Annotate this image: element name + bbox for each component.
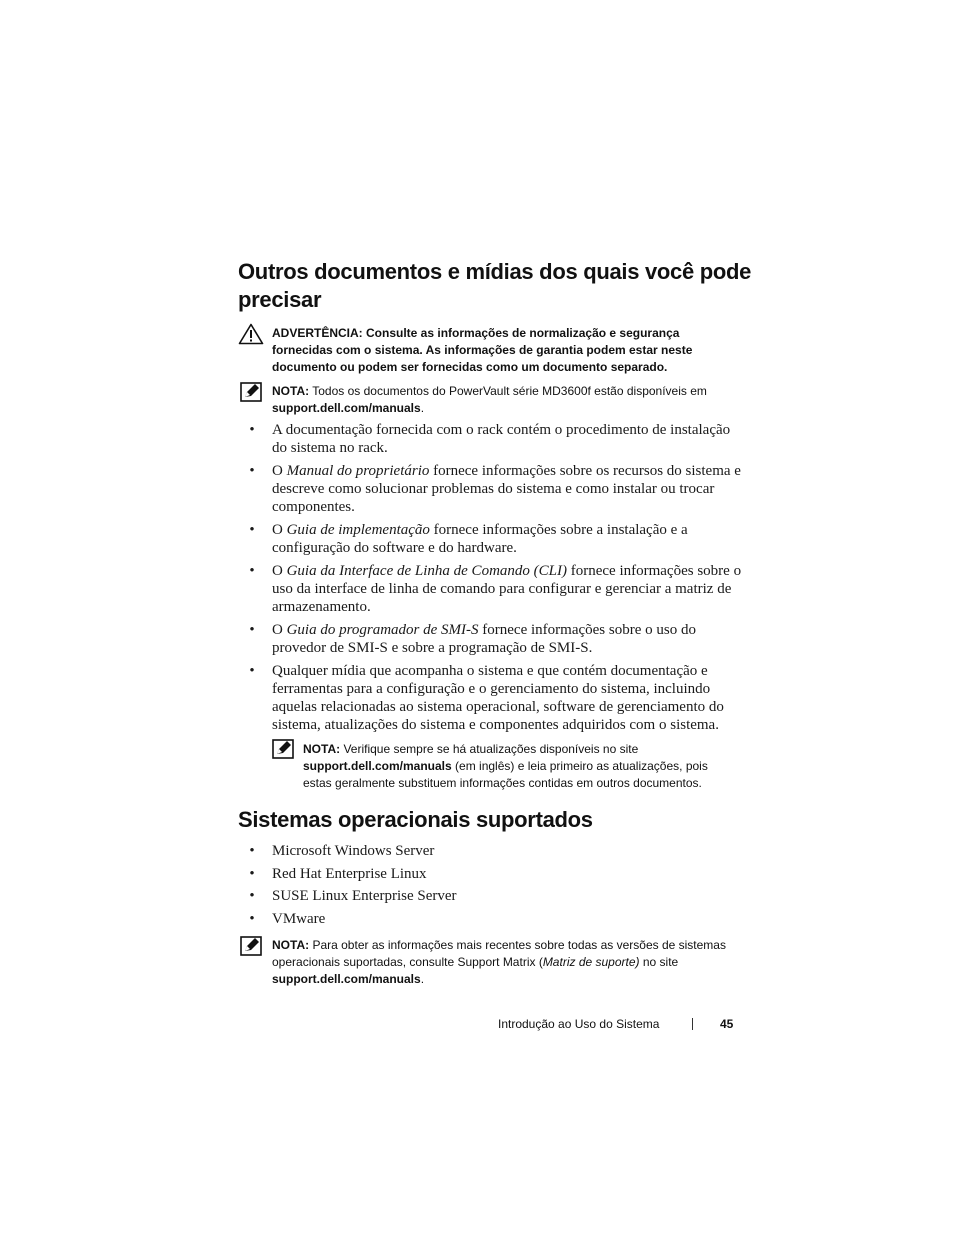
footer-divider	[692, 1018, 693, 1030]
note-label: NOTA:	[272, 384, 310, 398]
list-item: • O Manual do proprietário fornece informações sobre os recursos do sistema e descreve como solucionar problemas do sistema e como instalar ou trocar componentes.	[249, 463, 741, 515]
footer-chapter-title: Introdução ao Uso do Sistema	[498, 1017, 660, 1031]
note-documents	[272, 383, 742, 417]
note-label: NOTA:	[272, 938, 310, 952]
matrix-italic: Matriz de suporte)	[542, 955, 640, 969]
list-item: • A documentação fornecida com o rack contém o procedimento de instalação do sistema no rack.	[249, 422, 731, 456]
list-item: • Red Hat Enterprise Linux	[249, 865, 427, 882]
list-item: • Microsoft Windows Server	[249, 843, 435, 859]
support-link[interactable]: support.dell.com/manuals	[303, 759, 452, 773]
list-item: • VMware	[249, 910, 326, 927]
os-list	[238, 842, 748, 928]
note-pencil-icon	[240, 382, 262, 402]
list-item: • Qualquer mídia que acompanha o sistema e que contém documentação e ferramentas para a configuração e o gerenciamento do sistema, incluindo aquelas relacionadas ao sistema operacional, software de gerenciamento do sistema, atualizações do sistema e componentes adquiridos com o sistema.	[249, 663, 724, 733]
note-pencil-icon	[240, 936, 262, 956]
note-pencil-icon	[272, 739, 294, 759]
warning-notice	[272, 325, 712, 376]
note-end: .	[420, 972, 425, 986]
note-text: Todos os documentos do PowerVault série MD3600f estão disponíveis em	[312, 384, 707, 398]
note-end: .	[420, 401, 425, 415]
note-text: (em inglês) e leia primeiro as atualizações, pois estas geralmente substituem informações contidas em outros documentos.	[303, 759, 708, 790]
warning-triangle-icon	[238, 323, 264, 345]
list-item: • O Guia da Interface de Linha de Comando (CLI) fornece informações sobre o uso da interface de linha de comando para configurar e gerenciar a matriz de armazenamento.	[249, 563, 742, 615]
list-item: • O Guia de implementação fornece informações sobre a instalação e a configuração do software e do hardware.	[249, 522, 688, 556]
warning-label: ADVERTÊNCIA:	[272, 326, 363, 340]
section-heading-other-documents: Outros documentos e mídias dos quais você pode precisar	[238, 259, 752, 312]
note-label: NOTA:	[303, 742, 341, 756]
page-number: 45	[720, 1017, 734, 1031]
documents-list	[238, 421, 748, 734]
note-text: Verifique sempre se há atualizações disponíveis no site	[343, 742, 639, 756]
note-updates	[303, 741, 733, 792]
warning-text: Consulte as informações de normalização e segurança fornecidas com o sistema. As informações de garantia podem estar neste documento ou podem ser fornecidas como um documento separado.	[272, 326, 693, 374]
support-link[interactable]: support.dell.com/manuals	[272, 972, 421, 986]
page-footer	[498, 1015, 734, 1033]
section-heading-supported-os: Sistemas operacionais suportados	[238, 807, 593, 832]
support-link[interactable]: support.dell.com/manuals	[272, 401, 421, 415]
list-item: • O Guia do programador de SMI-S fornece informações sobre o uso do provedor de SMI-S e sobre a programação de SMI-S.	[249, 622, 696, 656]
list-item: • SUSE Linux Enterprise Server	[249, 888, 457, 904]
note-text: Para obter as informações mais recentes sobre todas as versões de sistemas operacionais suportadas, consulte Support Matrix (	[272, 938, 726, 969]
note-support-matrix	[272, 937, 737, 988]
note-text: no site	[639, 955, 679, 969]
